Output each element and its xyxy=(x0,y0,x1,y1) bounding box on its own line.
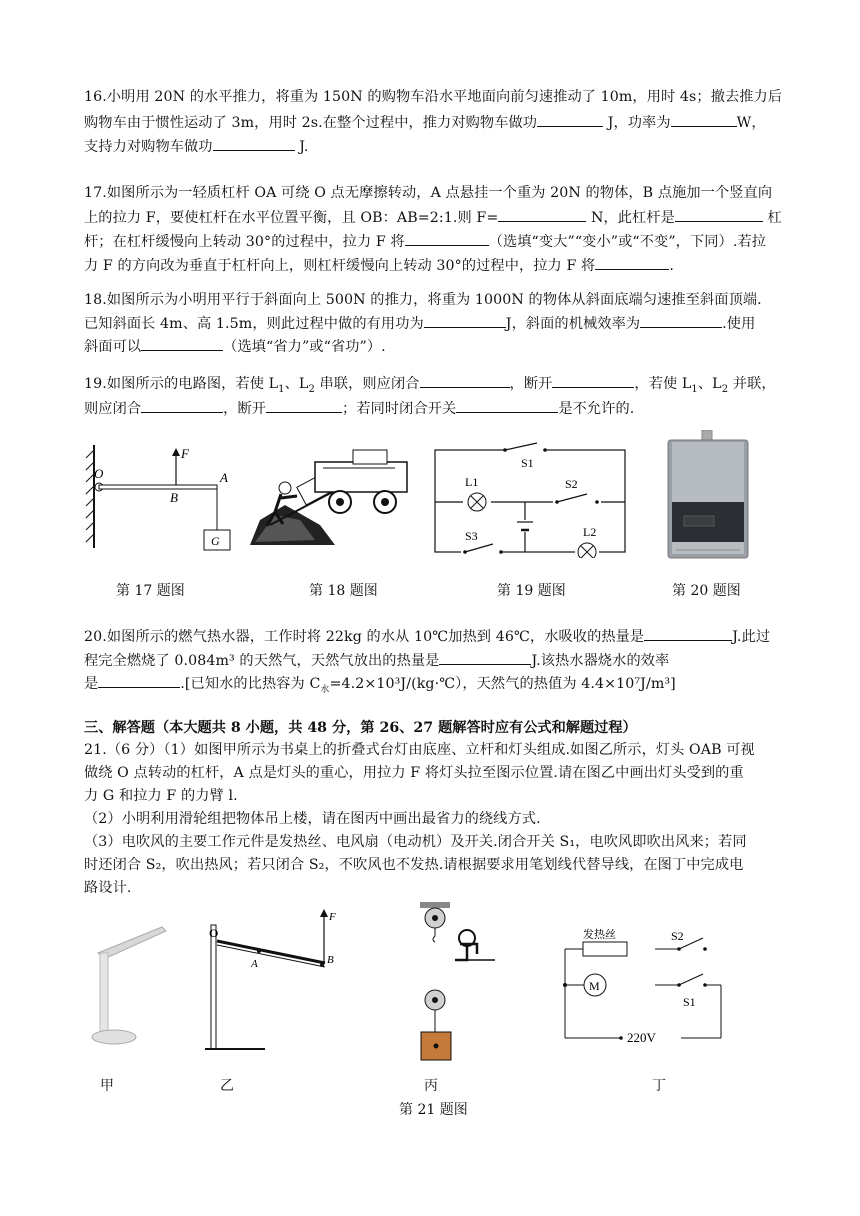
q18-blank-save[interactable] xyxy=(141,336,223,351)
q19-blank-short[interactable] xyxy=(456,398,558,413)
q19-text: ，断开 xyxy=(509,376,553,392)
q16-blank-power[interactable] xyxy=(671,112,737,127)
q21-line6: 时还闭合 S₂，吹出热风；若只闭合 S₂，不吹风也不发热.请根据要求用笔划线代替导线，在图丁中完成电 xyxy=(84,857,744,873)
q20-line1 xyxy=(84,626,770,647)
q18-line1: 18.如图所示为小明用平行于斜面向上 500N 的推力，将重为 1000N 的物体从斜面底端匀速推至斜面顶端. xyxy=(84,292,762,308)
caption-fig20: 第 20 题图 xyxy=(672,583,741,599)
q21-line2: 做绕 O 点转动的杠杆，A 点是灯头的重心，用拉力 F 将灯头拉至图示位置.请在图乙中画出灯头受到的重 xyxy=(84,765,744,781)
q19-blank-series-open[interactable] xyxy=(552,373,634,388)
q16-text: J. xyxy=(294,139,309,155)
q17-line2 xyxy=(84,207,782,228)
q20-blank-efficiency[interactable] xyxy=(98,673,180,688)
fig19-label-l1: L1 xyxy=(465,475,479,489)
fig19-label-s2: S2 xyxy=(565,477,578,491)
q19-line2 xyxy=(84,398,634,419)
q20-blank-heat-released[interactable] xyxy=(439,650,531,665)
subscript: 2 xyxy=(308,383,315,395)
q19-blank-parallel-open[interactable] xyxy=(266,398,342,413)
q20-text: J.此过 xyxy=(732,629,771,645)
q21-line3: 力 G 和拉力 F 的力臂 l. xyxy=(84,788,238,804)
q19-text: 19.如图所示的电路图，若使 L xyxy=(84,376,279,392)
q21-line7: 路设计. xyxy=(84,880,132,896)
q18-text: J，斜面的机械效率为 xyxy=(505,316,641,332)
q19-text: 串联，则应闭合 xyxy=(314,376,420,392)
q19-text: ，断开 xyxy=(223,401,267,417)
caption-yi: 乙 xyxy=(220,1078,234,1094)
q18-blank-efficiency[interactable] xyxy=(640,313,722,328)
q20-line2 xyxy=(84,650,669,671)
caption-bing: 丙 xyxy=(424,1078,438,1094)
q16-text: W， xyxy=(736,115,766,131)
q18-line2 xyxy=(84,313,755,334)
q16-line1: 16.小明用 20N 的水平推力，将重为 150N 的购物车沿水平地面向前匀速推动了 10m，用时 4s；撤去推力后 xyxy=(84,89,783,105)
fig17-lever xyxy=(84,440,244,555)
q17-blank-change2[interactable] xyxy=(595,255,669,270)
q17-blank-force[interactable] xyxy=(498,207,586,222)
q16-blank-support[interactable] xyxy=(213,136,295,151)
q16-text: J，功率为 xyxy=(603,115,671,131)
q16-blank-work[interactable] xyxy=(537,112,603,127)
q18-text: 已知斜面长 4m、高 1.5m，则此过程中做的有用功为 xyxy=(84,316,424,332)
q17-text: 杠 xyxy=(762,210,782,226)
q18-blank-useful-work[interactable] xyxy=(424,313,506,328)
q19-blank-parallel-close[interactable] xyxy=(141,398,223,413)
q19-text: 、L xyxy=(697,376,722,392)
fig17-label-A: A xyxy=(220,470,228,485)
fig21-ding-label-s2: S2 xyxy=(671,929,684,943)
section3-title: 三、解答题（本大题共 8 小题，共 48 分，第 26、27 题解答时应有公式和解题过程） xyxy=(84,720,637,736)
fig17-label-B: B xyxy=(170,490,178,505)
fig18-incline xyxy=(245,440,415,550)
caption-fig18: 第 18 题图 xyxy=(309,583,378,599)
fig21-yi-label-B: B xyxy=(327,954,334,966)
q19-text: 、L xyxy=(284,376,309,392)
q19-text: ；若同时闭合开关 xyxy=(342,401,457,417)
q20-line3 xyxy=(84,673,676,700)
q20-blank-heat-absorbed[interactable] xyxy=(644,626,732,641)
subscript: 2 xyxy=(721,383,729,395)
fig21-ding-label-motor: M xyxy=(589,979,600,993)
q20-text: .[已知水的比热容为 C xyxy=(180,676,321,692)
q21-line1: 21.（6 分）（1）如图甲所示为书桌上的折叠式台灯由底座、立杆和灯头组成.如图乙所示，灯头 OAB 可视 xyxy=(84,742,755,758)
q20-text: 20.如图所示的燃气热水器，工作时将 22kg 的水从 10℃加热到 46℃，水吸收的热量是 xyxy=(84,629,645,645)
q17-text: 力 F 的方向改为垂直于杠杆向上，则杠杆缓慢向上转动 30°的过程中，拉力 F 将 xyxy=(84,258,596,274)
caption-fig19: 第 19 题图 xyxy=(497,583,566,599)
fig21-yi-label-F: F xyxy=(329,911,336,923)
q20-text: 是 xyxy=(84,676,99,692)
caption-jia: 甲 xyxy=(100,1078,114,1094)
fig21-ding-label-s1: S1 xyxy=(683,995,696,1009)
q18-text: （选填“省力”或“省功”）. xyxy=(223,339,386,355)
q17-text: . xyxy=(669,258,674,274)
q19-text: 并联， xyxy=(728,376,776,392)
q18-line3 xyxy=(84,336,386,357)
q20-text: J.该热水器烧水的效率 xyxy=(531,653,670,669)
q19-line1 xyxy=(84,373,776,400)
fig17-label-O: O xyxy=(94,466,104,481)
caption-fig21: 第 21 题图 xyxy=(399,1102,468,1118)
q19-text: ，若使 L xyxy=(634,376,692,392)
q16-text: 支持力对购物车做功 xyxy=(84,139,213,155)
subscript: 1 xyxy=(691,383,698,395)
subscript: 水 xyxy=(320,684,330,695)
q21-line4: （2）小明利用滑轮组把物体吊上楼，请在图丙中画出最省力的绕线方式. xyxy=(84,811,541,827)
fig21-ding-label-heater: 发热丝 xyxy=(583,928,616,941)
fig21-yi-label-O: O xyxy=(209,926,219,940)
q17-text: 杆；在杠杆缓慢向上转动 30°的过程中，拉力 F 将 xyxy=(84,234,405,250)
q17-line4 xyxy=(84,255,674,276)
q21-line5: （3）电吹风的主要工作元件是发热丝、电风扇（电动机）及开关.闭合开关 S₁，电吹风即吹出风来；若同 xyxy=(84,834,747,850)
q17-blank-lever-type[interactable] xyxy=(675,207,763,222)
caption-ding: 丁 xyxy=(652,1078,666,1094)
fig19-label-s1: S1 xyxy=(521,456,534,470)
q16-text: 购物车由于惯性运动了 3m，用时 2s.在整个过程中，推力对购物车做功 xyxy=(84,115,538,131)
q17-line1: 17.如图所示为一轻质杠杆 OA 可绕 O 点无摩擦转动，A 点悬挂一个重为 20N 的物体，B 点施加一个竖直向 xyxy=(84,185,773,201)
fig17-label-F: F xyxy=(181,446,189,461)
q19-text: 是不允许的. xyxy=(558,401,635,417)
q18-text: .使用 xyxy=(722,316,756,332)
q16-line3 xyxy=(84,136,309,157)
fig21-bing-pulley xyxy=(405,900,500,1070)
fig21-yi-label-A: A xyxy=(251,958,258,970)
q16-line2 xyxy=(84,112,766,133)
q20-text: =4.2×10³J/(kg·℃），天然气的热值为 4.4×10⁷J/m³] xyxy=(329,676,676,692)
fig21-jia-desk-lamp xyxy=(88,925,178,1050)
q18-text: 斜面可以 xyxy=(84,339,142,355)
q19-blank-series-close[interactable] xyxy=(420,373,510,388)
q17-text: （选填“变大”“变小”或“不变”，下同）.若拉 xyxy=(488,234,767,250)
fig19-label-s3: S3 xyxy=(465,529,478,543)
fig21-ding-circuit xyxy=(555,928,735,1053)
fig17-label-G: G xyxy=(211,534,220,548)
q17-blank-change1[interactable] xyxy=(405,231,489,246)
fig19-circuit xyxy=(425,440,635,558)
fig21-ding-label-voltage: 220V xyxy=(627,1030,656,1045)
q20-text: 程完全燃烧了 0.084m³ 的天然气，天然气放出的热量是 xyxy=(84,653,440,669)
subscript: 1 xyxy=(278,383,285,395)
q17-text: N，此杠杆是 xyxy=(586,210,675,226)
q17-text: 上的拉力 F，要使杠杆在水平位置平衡，且 OB：AB=2:1.则 F= xyxy=(84,210,499,226)
q17-line3 xyxy=(84,231,766,252)
fig19-label-l2: L2 xyxy=(583,525,597,539)
q19-text: 则应闭合 xyxy=(84,401,142,417)
caption-fig17: 第 17 题图 xyxy=(116,583,185,599)
fig20-water-heater xyxy=(664,430,754,565)
fig21-yi-lever xyxy=(205,905,345,1055)
